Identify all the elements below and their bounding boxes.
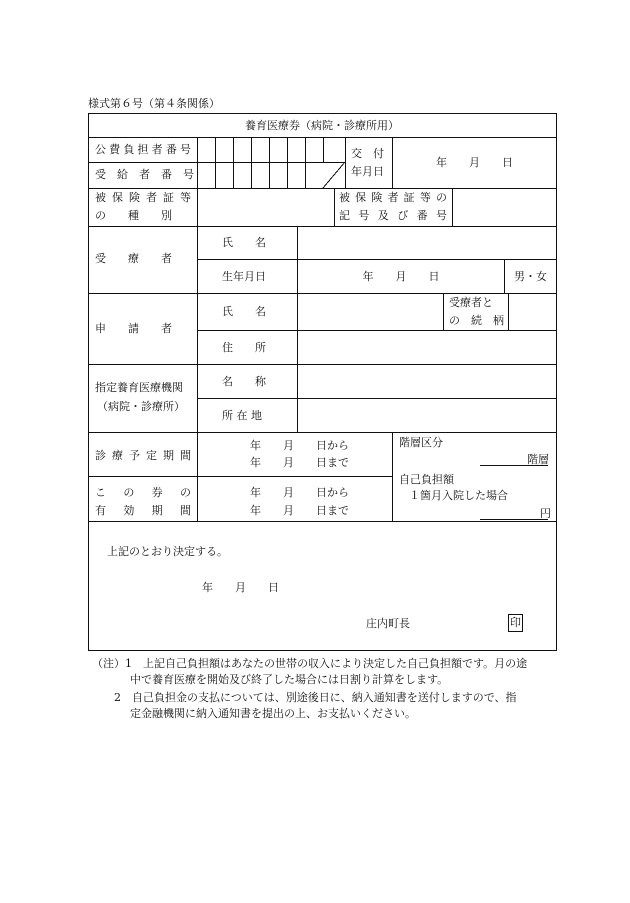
decision-text: 上記のとおり決定する。 bbox=[107, 545, 228, 558]
issue-date-label-line1: 交 付 bbox=[351, 147, 384, 160]
note-2-number: 2 bbox=[114, 691, 121, 704]
insurance-symbol-label-line2: 記号及び番号 bbox=[339, 209, 447, 222]
issue-date-value: 年 月 日 bbox=[436, 156, 513, 169]
recipient-number-label: 受 給 者 番 号 bbox=[95, 168, 194, 181]
mayor-title: 庄内町長 bbox=[366, 617, 410, 630]
institution-address-label: 所 在 地 bbox=[222, 409, 262, 422]
valid-period-to: 年 月 日まで bbox=[250, 504, 349, 517]
note-1-line1: 上記自己負担額はあなたの世帯の収入により決定した自己負担額です。月の途 bbox=[143, 657, 528, 670]
relation-label-line2: の 続 柄 bbox=[449, 314, 504, 327]
floor-unit: 階層 bbox=[527, 453, 549, 466]
patient-sex: 男・女 bbox=[514, 270, 547, 283]
note-1-number: （注）1 bbox=[92, 657, 132, 670]
patient-dob-value: 年 月 日 bbox=[362, 270, 440, 283]
institution-name-label: 名 称 bbox=[222, 375, 266, 388]
applicant-name-label: 氏 名 bbox=[222, 305, 266, 318]
institution-label-line2: （病院・診療所） bbox=[97, 400, 185, 413]
patient-dob-label: 生年月日 bbox=[222, 270, 266, 283]
note-2 bbox=[92, 690, 517, 722]
self-pay-sub-label: １箇月入院した場合 bbox=[409, 489, 508, 502]
decision-date: 年 月 日 bbox=[202, 581, 279, 594]
public-payer-number-label: 公費負担者番号 bbox=[95, 143, 191, 156]
note-2-line1: 自己負担金の支払については、別途後日に、納入通知書を送付しますので、指 bbox=[132, 691, 517, 704]
relation-label-line1: 受療者と bbox=[449, 296, 493, 309]
valid-period-label-line1: こ の 券 の bbox=[95, 486, 191, 499]
insurance-symbol-label-line1: 被保険者証等の bbox=[339, 191, 447, 204]
applicant-label: 申 請 者 bbox=[95, 322, 172, 335]
insurance-type-label-line2: の 種 別 bbox=[95, 209, 172, 222]
planned-period-to: 年 月 日まで bbox=[250, 456, 349, 469]
form-number: 様式第６号（第４条関係） bbox=[88, 97, 220, 110]
form-title: 養育医療券（病院・診療所用） bbox=[245, 119, 399, 132]
valid-period-from: 年 月 日から bbox=[250, 486, 349, 499]
planned-period-from: 年 月 日から bbox=[250, 439, 349, 452]
institution-label-line1: 指定養育医療機関 bbox=[95, 381, 183, 394]
note-1-line2: 中で養育医療を開始及び終了した場合には日割り計算をします。 bbox=[130, 673, 449, 686]
seal-mark: 印 bbox=[508, 614, 523, 632]
valid-period-label-line2: 有 効 期 間 bbox=[95, 504, 191, 517]
patient-name-label: 氏 名 bbox=[222, 236, 266, 249]
note-1 bbox=[92, 656, 527, 688]
issue-date-label-line2: 年月日 bbox=[351, 165, 384, 178]
applicant-address-label: 住 所 bbox=[222, 341, 266, 354]
floor-class-label: 階層区分 bbox=[399, 436, 443, 449]
self-pay-label: 自己負担額 bbox=[399, 473, 454, 486]
note-2-line2: 定金融機関に納入通知書を提出の上、お支払いください。 bbox=[130, 707, 416, 720]
planned-period-label: 診療予定期間 bbox=[95, 449, 191, 462]
yen-unit: 円 bbox=[540, 507, 551, 520]
insurance-type-label-line1: 被保険者証等 bbox=[95, 191, 191, 204]
patient-label: 受 療 者 bbox=[95, 252, 172, 265]
